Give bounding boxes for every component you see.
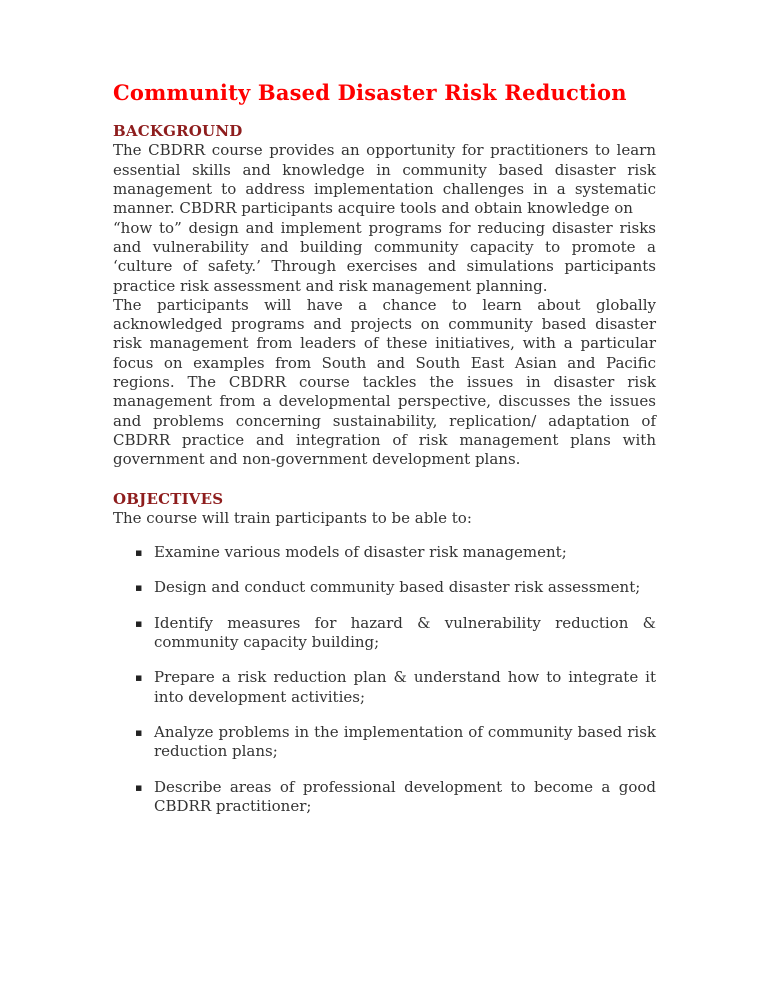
list-item bbox=[113, 778, 656, 817]
background-paragraph-1a: The CBDRR course provides an opportunity for practitioners to learn essential skills and knowledge in community based disaster risk management to address implementation challenges in a systematic manner. CBDRR participants acquire tools and obtain knowledge on bbox=[113, 141, 656, 218]
square-bullet-icon: ▪ bbox=[135, 546, 143, 560]
list-item bbox=[113, 543, 656, 562]
objectives-heading: OBJECTIVES bbox=[113, 489, 224, 508]
background-paragraph-2: The participants will have a chance to learn about globally acknowledged programs and projects on community based disaster risk management from leaders of these initiatives, with a particular focus on examples from South and South East Asian and Pacific regions. The CBDRR course tackles the issues in disaster risk management from a developmental perspective, discusses the issues and problems concerning sustainability, replication/ adaptation of CBDRR practice and integration of risk management plans with government and non-government development plans. bbox=[113, 295, 656, 469]
square-bullet-icon: ▪ bbox=[135, 671, 143, 685]
document-title: Community Based Disaster Risk Reduction bbox=[113, 80, 627, 105]
list-item bbox=[113, 614, 656, 653]
list-item-text: Prepare a risk reduction plan & understand how to integrate it into development activities; bbox=[154, 668, 656, 706]
list-item-text: Examine various models of disaster risk management; bbox=[154, 543, 567, 562]
objectives-list bbox=[113, 543, 656, 816]
list-item bbox=[113, 578, 656, 597]
square-bullet-icon: ▪ bbox=[135, 780, 143, 794]
list-item-text: Describe areas of professional development to become a good CBDRR practitioner; bbox=[154, 777, 656, 815]
square-bullet-icon: ▪ bbox=[135, 616, 143, 630]
objectives-section bbox=[113, 490, 656, 817]
square-bullet-icon: ▪ bbox=[135, 725, 143, 739]
background-heading: BACKGROUND bbox=[113, 122, 243, 141]
list-item-text: Analyze problems in the implementation of community based risk reduction plans; bbox=[154, 722, 656, 761]
square-bullet-icon: ▪ bbox=[135, 581, 143, 595]
background-section bbox=[113, 122, 656, 469]
list-item bbox=[113, 723, 656, 762]
list-item-text: Identify measures for hazard & vulnerability reduction & community capacity building; bbox=[154, 613, 656, 652]
list-item bbox=[113, 668, 656, 707]
list-item-text: Design and conduct community based disaster risk assessment; bbox=[154, 578, 641, 597]
objectives-intro: The course will train participants to be able to: bbox=[113, 508, 472, 527]
background-paragraph-1b: “how to” design and implement programs for reducing disaster risks and vulnerability and building community capacity to promote a ‘culture of safety.’ Through exercises and simulations participants practice risk assessment and risk management planning. bbox=[113, 218, 656, 295]
